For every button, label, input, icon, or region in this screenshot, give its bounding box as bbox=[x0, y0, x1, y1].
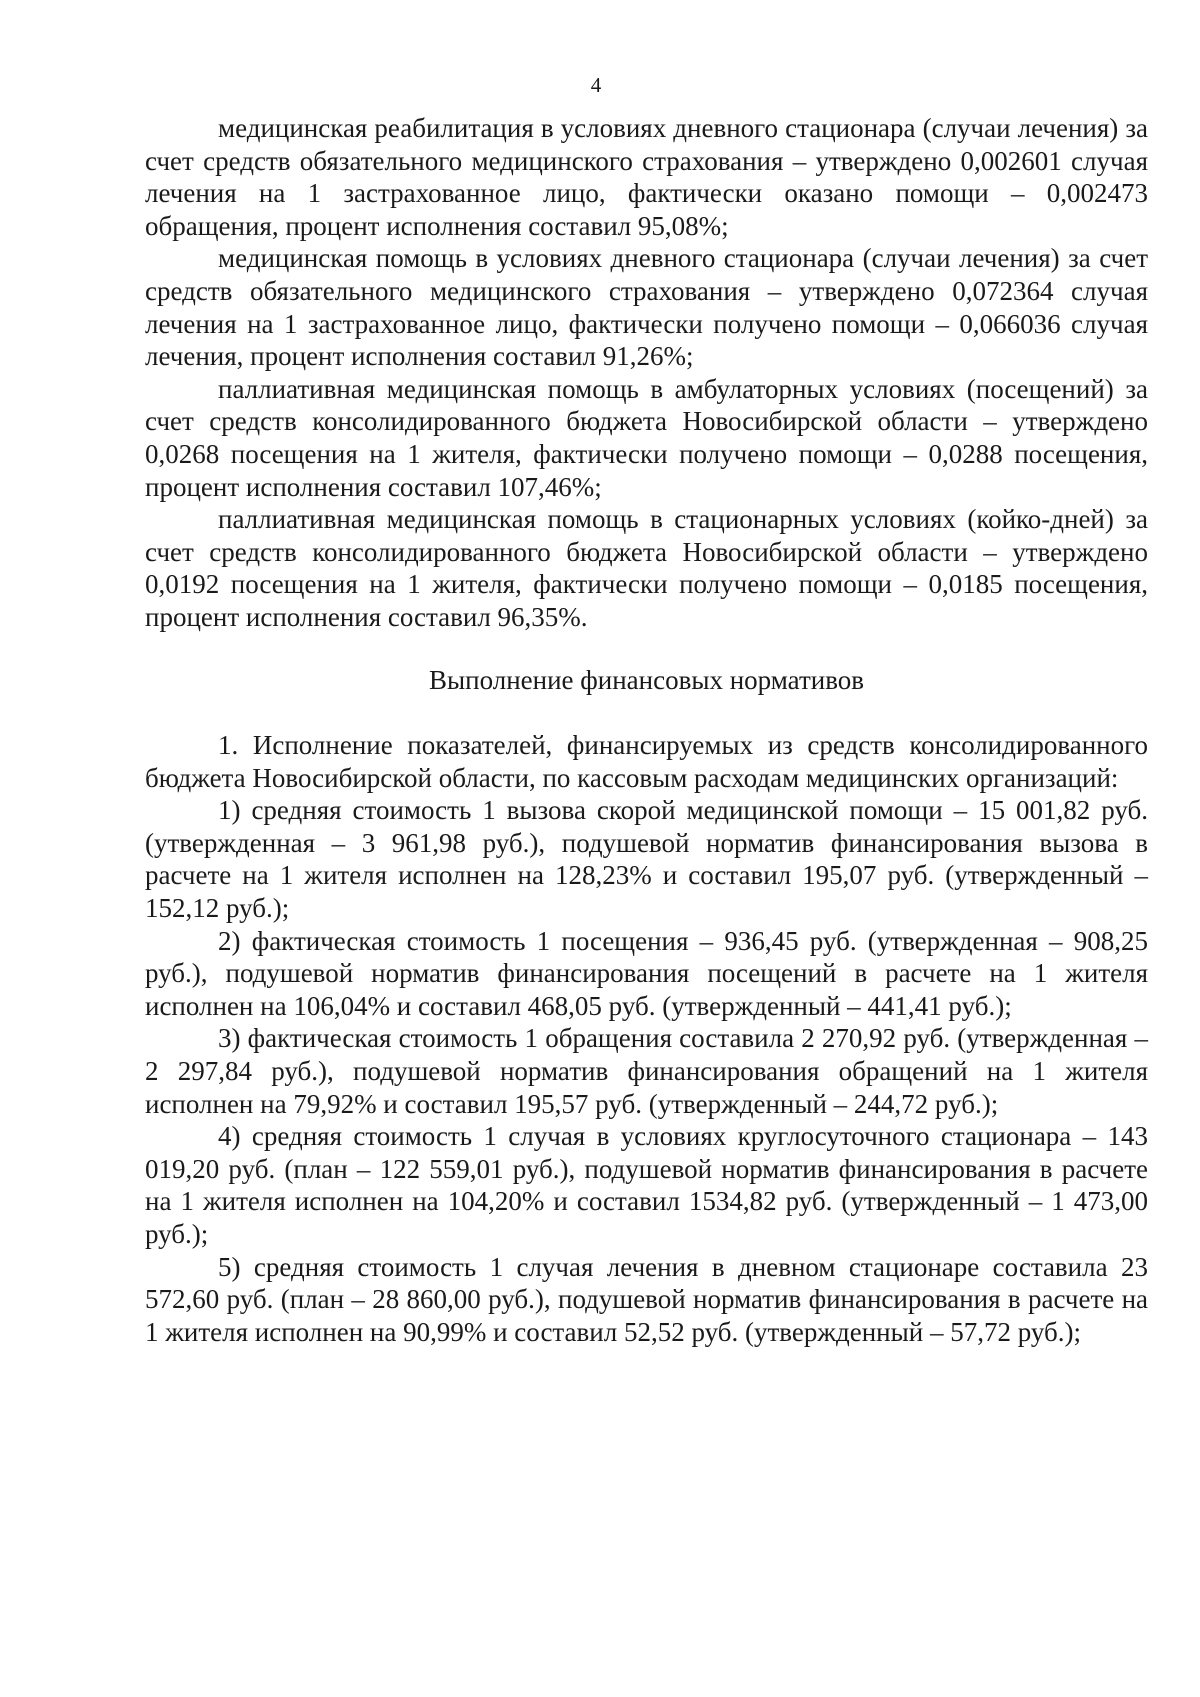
paragraph-item-3-appeals: 3) фактическая стоимость 1 обращения составила 2 270,92 руб. (утвержденная – 2 297,84 руб.), подушевой норматив финансирования обращений на 1 жителя исполнен на 79,92% и составил 195,57 руб. (утвержденный – 244,72 руб.); bbox=[145, 1023, 1148, 1119]
document-body bbox=[145, 112, 1148, 1348]
section-heading: Выполнение финансовых нормативов bbox=[428, 664, 865, 695]
paragraph-item-4-inpatient: 4) средняя стоимость 1 случая в условиях круглосуточного стационара – 143 019,20 руб. (план – 122 559,01 руб.), подушевой норматив финансирования в расчете на 1 жителя исполнен на 104,20% и составил 1534,82 руб. (утвержденный – 1 473,00 руб.); bbox=[145, 1121, 1148, 1249]
paragraph-day-hospital-care: медицинская помощь в условиях дневного стационара (случаи лечения) за счет средств обязательного медицинского страхования – утверждено 0,072364 случая лечения на 1 застрахованное лицо, фактически получено помощи – 0,066036 случая лечения, процент исполнения составил 91,26%; bbox=[145, 243, 1148, 372]
paragraph-item-5-day-hospital: 5) средняя стоимость 1 случая лечения в дневном стационаре составила 23 572,60 руб. (план – 28 860,00 руб.), подушевой норматив финансирования в расчете на 1 жителя исполнен на 90,99% и составил 52,52 руб. (утвержденный – 57,72 руб.); bbox=[145, 1251, 1148, 1347]
paragraph-item-1-ambulance: 1) средняя стоимость 1 вызова скорой медицинской помощи – 15 001,82 руб. (утвержденная – 3 961,98 руб.), подушевой норматив финансирования вызова в расчете на 1 жителя исполнен на 128,23% и составил 195,07 руб. (утвержденный – 152,12 руб.); bbox=[145, 795, 1148, 924]
paragraph-rehab-day-hospital: медицинская реабилитация в условиях дневного стационара (случаи лечения) за счет средств обязательного медицинского страхования – утверждено 0,002601 случая лечения на 1 застрахованное лицо, фактически оказано помощи – 0,002473 обращения, процент исполнения составил 95,08%; bbox=[145, 113, 1148, 241]
paragraph-item-2-visits: 2) фактическая стоимость 1 посещения – 936,45 руб. (утвержденная – 908,25 руб.), подушевой норматив финансирования посещений в расчете на 1 жителя исполнен на 106,04% и составил 468,05 руб. (утвержденный – 441,41 руб.); bbox=[145, 925, 1148, 1021]
page-number: 4 bbox=[590, 73, 602, 97]
paragraph-palliative-outpatient: паллиативная медицинская помощь в амбулаторных условиях (посещений) за счет средств консолидированного бюджета Новосибирской области – утверждено 0,0268 посещения на 1 жителя, фактически получено помощи – 0,0288 посещения, процент исполнения составил 107,46%; bbox=[145, 373, 1148, 502]
paragraph-palliative-inpatient: паллиативная медицинская помощь в стационарных условиях (койко-дней) за счет средств консолидированного бюджета Новосибирской области – утверждено 0,0192 посещения на 1 жителя, фактически получено помощи – 0,0185 посещения, процент исполнения составил 96,35%. bbox=[145, 504, 1148, 632]
paragraph-financial-intro: 1. Исполнение показателей, финансируемых из средств консолидированного бюджета Новосибирской области, по кассовым расходам медицинских организаций: bbox=[145, 730, 1148, 793]
